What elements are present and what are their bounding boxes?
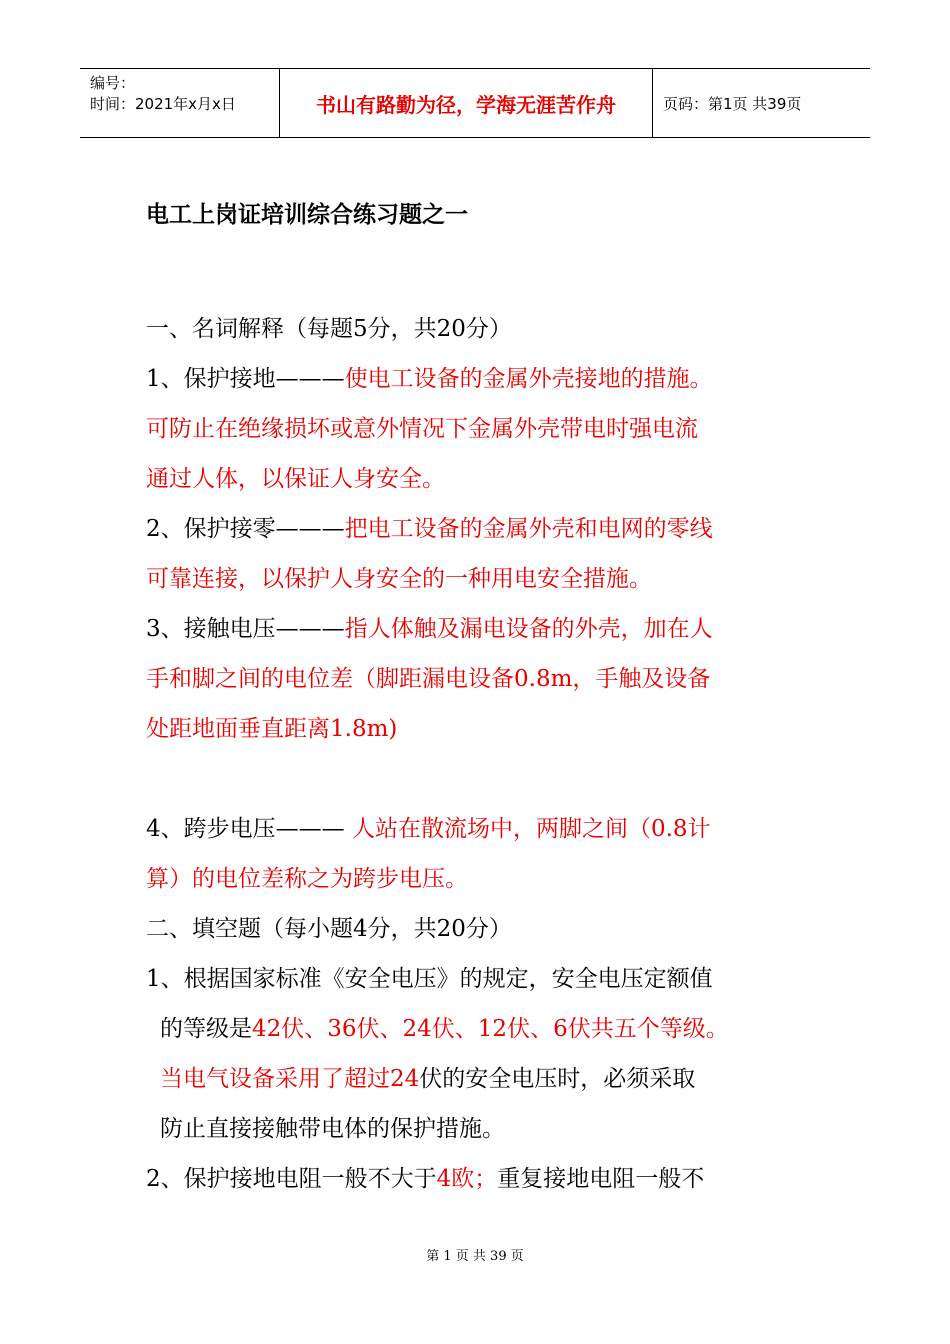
answer-line: 算）的电位差称之为跨步电压。 bbox=[146, 866, 468, 892]
question-line: 防止直接接触带电体的保护措施。 bbox=[160, 1116, 505, 1142]
document-body bbox=[146, 304, 796, 1204]
question-line bbox=[146, 804, 796, 854]
answer-line: 可靠连接，以保护人身安全的一种用电安全措施。 bbox=[146, 566, 652, 592]
answer: 使电工设备的金属外壳接地的措施。 bbox=[344, 366, 713, 392]
answer: 42伏、36伏、24伏、12伏、6伏共五个等级。 bbox=[252, 1016, 729, 1042]
page-footer: 第 1 页 共 39 页 bbox=[426, 1249, 524, 1264]
section-heading: 一、名词解释（每题5分，共20分） bbox=[146, 316, 512, 342]
page-header bbox=[80, 68, 870, 138]
term: 4、跨步电压——— bbox=[146, 816, 352, 842]
answer-line: 可防止在绝缘损坏或意外情况下金属外壳带电时强电流 bbox=[146, 416, 698, 442]
term: 2、保护接零——— bbox=[146, 516, 345, 542]
question-line bbox=[146, 504, 796, 554]
document-date: 时间：2021年x月x日 bbox=[90, 95, 236, 113]
document-title: 电工上岗证培训综合练习题之一 bbox=[146, 202, 468, 228]
question-line: 1、根据国家标准《安全电压》的规定，安全电压定额值 bbox=[146, 966, 713, 992]
header-page-info: 页码：第1页 共39页 bbox=[663, 94, 802, 113]
question-line bbox=[146, 1054, 796, 1104]
term: 1、保护接地——— bbox=[146, 366, 345, 392]
answer: 人站在散流场中，两脚之间（0.8计 bbox=[351, 816, 711, 842]
question-line bbox=[146, 1154, 796, 1204]
answer-line: 手和脚之间的电位差（脚距漏电设备0.8m，手触及设备 bbox=[146, 666, 711, 692]
question-line bbox=[146, 354, 796, 404]
answer: 把电工设备的金属外壳和电网的零线 bbox=[344, 516, 713, 542]
section-heading: 二、填空题（每小题4分，共20分） bbox=[146, 916, 512, 942]
answer: 当电气设备采用了超过24 bbox=[160, 1066, 420, 1092]
question-line bbox=[146, 604, 796, 654]
question-text: 重复接地电阻一般不 bbox=[497, 1166, 705, 1192]
question-line bbox=[146, 1004, 796, 1054]
term: 3、接触电压——— bbox=[146, 616, 345, 642]
document-number-label: 编号： bbox=[90, 74, 136, 92]
answer: 指人体触及漏电设备的外壳，加在人 bbox=[344, 616, 713, 642]
question-text: 伏的安全电压时，必须采取 bbox=[419, 1066, 696, 1092]
question-text: 的等级是 bbox=[160, 1016, 252, 1042]
question-text: 2、保护接地电阻一般不大于 bbox=[146, 1166, 437, 1192]
answer-line: 通过人体，以保证人身安全。 bbox=[146, 466, 445, 492]
spacer bbox=[146, 754, 796, 804]
header-meta bbox=[80, 69, 280, 137]
answer-line: 处距地面垂直距离1.8m) bbox=[146, 716, 398, 742]
answer: 4欧； bbox=[436, 1166, 498, 1192]
header-motto: 书山有路勤为径，学海无涯苦作舟 bbox=[280, 69, 653, 137]
